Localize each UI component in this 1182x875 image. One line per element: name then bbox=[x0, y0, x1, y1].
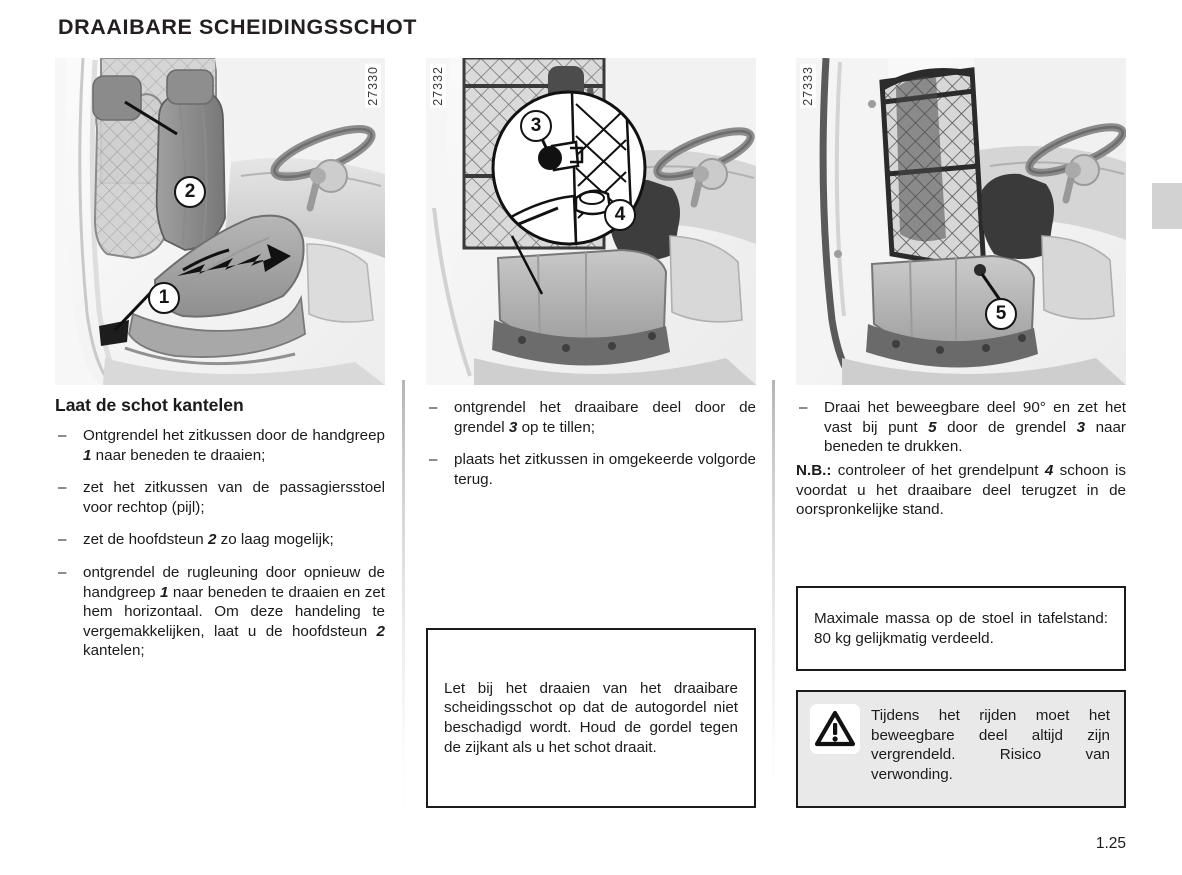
list-dash: – bbox=[429, 451, 438, 469]
figure-2-illustration bbox=[426, 58, 756, 385]
figure-2-id: 27332 bbox=[431, 66, 445, 106]
list-item bbox=[796, 398, 1126, 457]
column-3-info-text: Maximale massa op de stoel in tafelstand: 80 kg gelijkmatig verdeeld. bbox=[814, 609, 1108, 647]
column-3-warning-text: Tijdens het rijden moet het beweegbare deel altijd zijn vergrendeld. Risico van verwonding. bbox=[871, 707, 1110, 783]
list-dash: – bbox=[799, 399, 808, 416]
figure-2-callout-4: 4 bbox=[604, 199, 636, 231]
column-3-list bbox=[796, 398, 1126, 457]
figure-2-callout-3: 3 bbox=[520, 110, 552, 142]
warning-triangle-glyph bbox=[815, 710, 855, 748]
figure-3-rotated-bulkhead bbox=[796, 58, 1126, 385]
column-2-info-text: Let bij het draaien van het draaibare scheidingsschot op dat de autogordel niet beschadigd wordt. Houd de gordel tegen de zijkant als u het schot draait. bbox=[444, 679, 738, 756]
list-dash: – bbox=[429, 399, 438, 416]
three-column-layout bbox=[55, 58, 1127, 813]
list-item bbox=[55, 563, 385, 661]
warning-triangle-icon bbox=[810, 704, 860, 754]
chapter-tab-marker bbox=[1152, 183, 1182, 229]
figure-1-illustration bbox=[55, 58, 385, 385]
page-number: 1.25 bbox=[1095, 835, 1126, 852]
column-3-note: N.B.: controleer of het grendelpunt 4 schoon is voordat u het draaibare deel terugzet in de oorspronkelijke stand. bbox=[796, 462, 1126, 519]
page-title: DRAAIBARE SCHEIDINGSSCHOT bbox=[58, 15, 418, 39]
figure-3-id: 27333 bbox=[801, 66, 815, 106]
list-item-text: zet de hoofdsteun 2 zo laag mogelijk; bbox=[83, 531, 334, 549]
column-2-list bbox=[426, 398, 756, 489]
list-item-text: plaats het zitkussen in omgekeerde volgorde terug. bbox=[454, 451, 756, 488]
figure-1-callout-2: 2 bbox=[174, 176, 206, 208]
list-dash: – bbox=[58, 479, 67, 497]
column-1-heading: Laat de schot kantelen bbox=[55, 395, 244, 415]
list-item bbox=[55, 426, 385, 465]
column-3-warning-box bbox=[796, 690, 1126, 808]
list-item-text: Ontgrendel het zitkussen door de handgreep 1 naar beneden te draaien; bbox=[83, 427, 385, 464]
list-dash: – bbox=[58, 531, 67, 549]
list-item bbox=[55, 478, 385, 517]
list-item bbox=[55, 530, 385, 550]
list-item-text: Draai het beweegbare deel 90° en zet het vast bij punt 5 door de grendel 3 naar beneden te drukken. bbox=[824, 399, 1126, 456]
column-1 bbox=[55, 58, 385, 813]
list-item-text: ontgrendel het draaibare deel door de grendel 3 op te tillen; bbox=[454, 399, 756, 436]
column-3 bbox=[796, 58, 1126, 813]
column-divider-1 bbox=[402, 380, 405, 820]
list-item bbox=[426, 450, 756, 489]
column-2-info-box bbox=[426, 628, 756, 808]
figure-2-latch-detail bbox=[426, 58, 756, 385]
list-dash: – bbox=[58, 563, 67, 581]
figure-1-id: 27330 bbox=[366, 66, 380, 106]
column-2 bbox=[426, 58, 756, 813]
list-item-text: ontgrendel de rugleuning door opnieuw de handgreep 1 naar beneden te draaien en zet hem horizontaal. Om deze handeling te vergemakkelijken, laat u de hoofdsteun 2 kantelen; bbox=[83, 563, 385, 660]
column-1-list bbox=[55, 426, 385, 661]
list-item-text: zet het zitkussen van de passagiersstoel voor rechtop (pijl); bbox=[83, 479, 385, 516]
figure-3-illustration bbox=[796, 58, 1126, 385]
column-divider-2 bbox=[772, 380, 775, 820]
figure-1-seat-tilt bbox=[55, 58, 385, 385]
column-3-info-box bbox=[796, 586, 1126, 671]
figure-1-callout-1: 1 bbox=[148, 282, 180, 314]
list-item bbox=[426, 398, 756, 437]
figure-3-callout-5: 5 bbox=[985, 298, 1017, 330]
list-dash: – bbox=[58, 427, 67, 444]
